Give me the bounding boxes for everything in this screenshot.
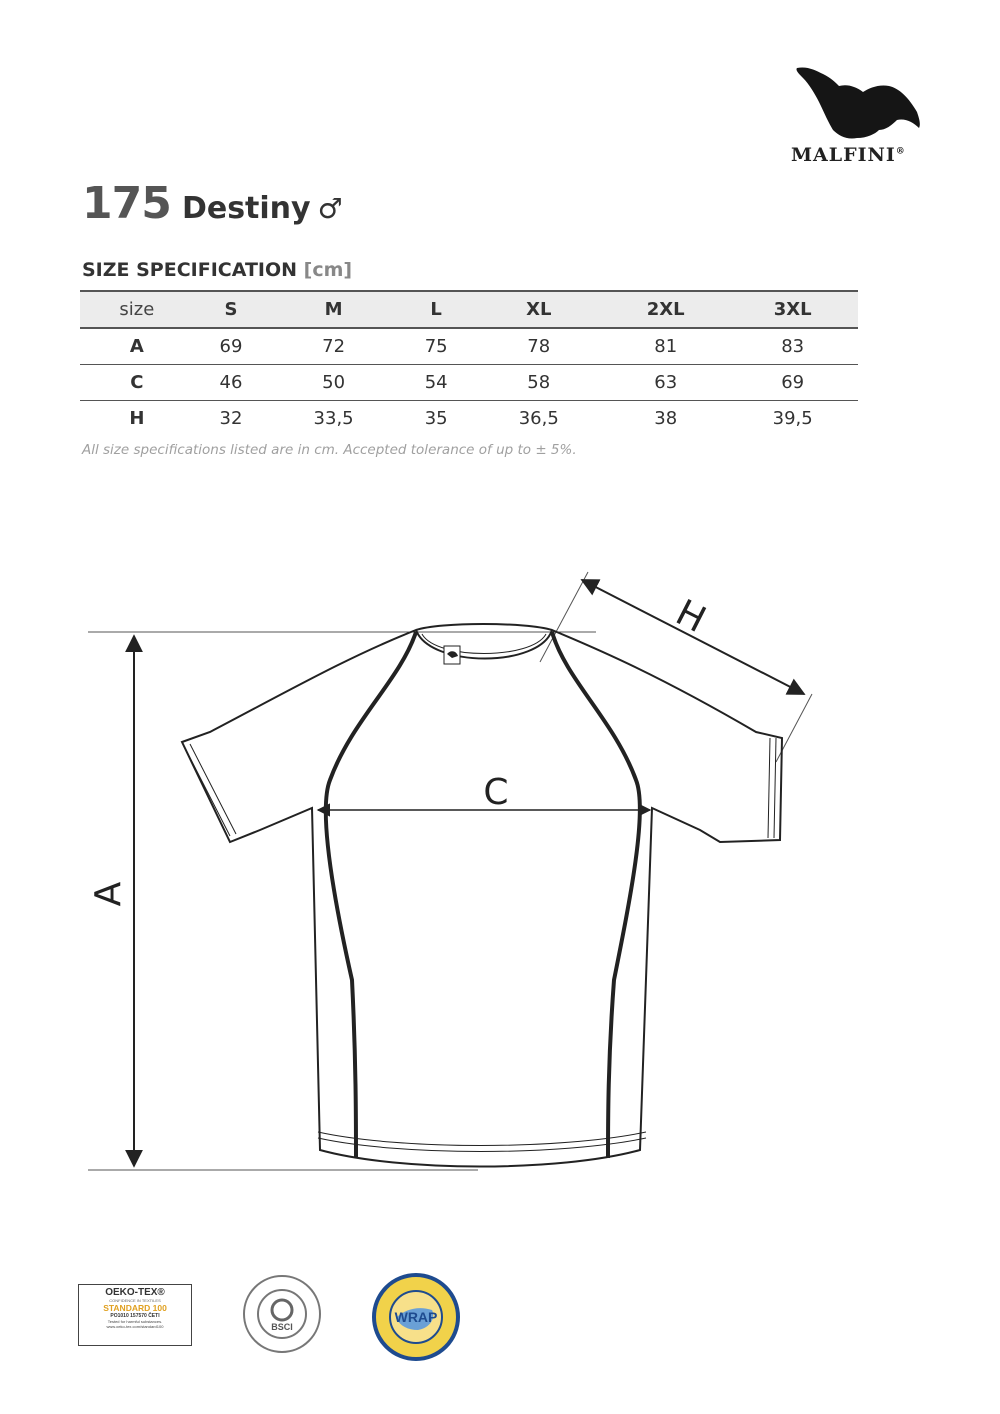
table-cell: 38: [654, 408, 678, 429]
table-cell: 83: [781, 336, 805, 357]
tshirt-drawing: [0, 560, 1000, 1200]
row-label: H: [129, 408, 145, 429]
table-row: [80, 401, 858, 437]
size-spec-heading: [82, 259, 352, 281]
bird-logo-icon: [793, 60, 923, 142]
header-cell: L: [430, 299, 442, 320]
wrap-seal-icon: [370, 1272, 462, 1366]
label-c: C: [483, 772, 509, 813]
table-cell: 54: [424, 372, 448, 393]
tolerance-note: All size specifications listed are in cm. Accepted tolerance of up to ± 5%.: [82, 442, 577, 458]
table-cell: 69: [219, 336, 243, 357]
bsci-seal-icon: [242, 1272, 322, 1360]
table-cell: 36,5: [518, 408, 559, 429]
tshirt-diagram: [0, 560, 1000, 1200]
oeko-code: PO1010 157570 ČETI: [110, 1313, 160, 1319]
spec-heading-text: SIZE SPECIFICATION: [82, 259, 298, 281]
table-header-row: [80, 291, 858, 328]
wrap-label: WRAP: [394, 1309, 438, 1325]
table-cell: 35: [424, 408, 448, 429]
table-cell: 63: [654, 372, 678, 393]
table-cell: 81: [654, 336, 678, 357]
table-row: [80, 365, 858, 401]
header-cell: M: [324, 299, 343, 320]
header-cell: 3XL: [773, 299, 812, 320]
oeko-url: www.oeko-tex.com/standard100: [106, 1324, 164, 1329]
label-h: H: [669, 592, 713, 642]
oeko-subtitle: CONFIDENCE IN TEXTILES: [109, 1298, 161, 1303]
table-cell: 75: [424, 336, 448, 357]
product-number: 175: [82, 178, 171, 229]
table-cell: 39,5: [772, 408, 813, 429]
spec-unit: [cm]: [303, 259, 353, 281]
brand-name: MALFINI®: [791, 144, 906, 166]
malfini-logo: [785, 60, 935, 170]
oeko-tex-badge: [78, 1284, 192, 1346]
table-cell: 32: [219, 408, 243, 429]
header-cell: S: [224, 299, 238, 320]
table-cell: 72: [322, 336, 346, 357]
certifications: [76, 1272, 476, 1382]
table-cell: 33,5: [313, 408, 354, 429]
row-label: C: [130, 372, 144, 393]
header-cell: 2XL: [646, 299, 685, 320]
row-label: A: [129, 336, 144, 357]
header-cell: size: [119, 299, 155, 320]
oeko-title: OEKO-TEX®: [105, 1287, 165, 1298]
label-a: A: [88, 881, 129, 907]
size-table: [80, 290, 858, 436]
header-cell: XL: [526, 299, 552, 320]
oeko-standard: STANDARD 100: [103, 1303, 167, 1313]
table-cell: 58: [527, 372, 551, 393]
table-cell: 78: [527, 336, 551, 357]
male-symbol-icon: ♂: [317, 192, 343, 225]
table-cell: 50: [322, 372, 346, 393]
bsci-label: BSCI: [271, 1322, 293, 1332]
table-cell: 46: [219, 372, 243, 393]
product-title: [82, 178, 343, 229]
table-cell: 69: [781, 372, 805, 393]
table-row: [80, 328, 858, 365]
oeko-tested: Tested for harmful substances.: [107, 1319, 163, 1324]
product-name: Destiny: [181, 191, 311, 226]
